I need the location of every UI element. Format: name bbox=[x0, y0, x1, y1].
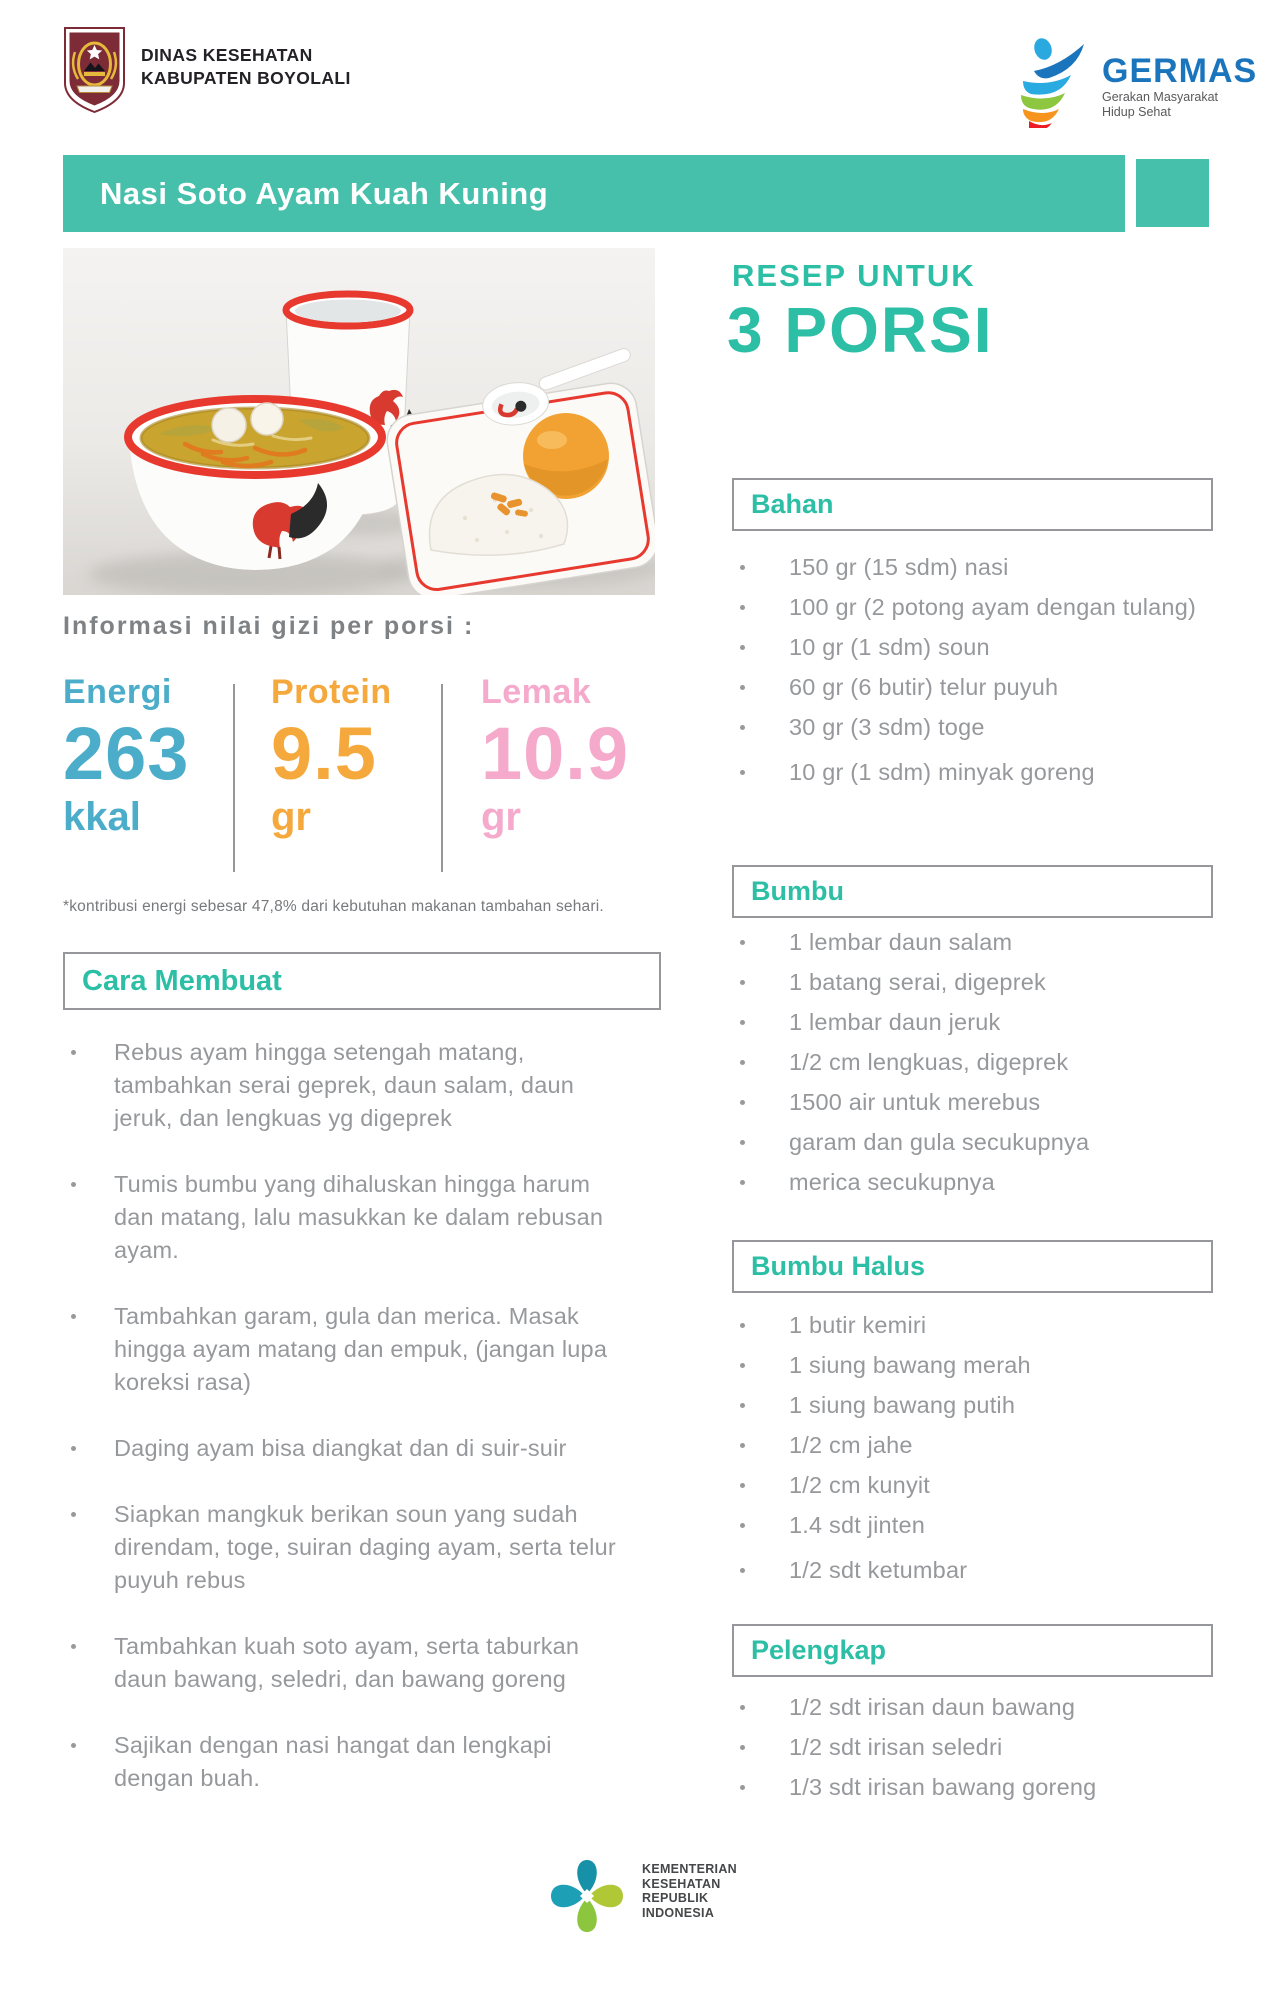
bullet-dot bbox=[740, 1443, 745, 1448]
ministry-line: KEMENTERIAN bbox=[642, 1862, 737, 1876]
ingredient-item bbox=[732, 1430, 1232, 1461]
ingredient-text: 1/2 sdt ketumbar bbox=[789, 1557, 968, 1583]
ingredient-text: 1/2 cm lengkuas, digeprek bbox=[789, 1049, 1069, 1075]
nutrition-col-energi bbox=[63, 672, 233, 872]
bullet-dot bbox=[740, 565, 745, 570]
ingredient-text: merica secukupnya bbox=[789, 1169, 995, 1195]
bullet-dot bbox=[740, 940, 745, 945]
bahan-heading: Bahan bbox=[751, 489, 834, 519]
ingredient-item bbox=[732, 592, 1232, 623]
bumbu-heading: Bumbu bbox=[751, 876, 844, 906]
step-text: Sajikan dengan nasi hangat dan lengkapi dengan buah. bbox=[114, 1732, 552, 1791]
energi-unit: kkal bbox=[63, 795, 141, 839]
step-item bbox=[63, 1300, 663, 1399]
bullet-dot bbox=[740, 1705, 745, 1710]
bullet-dot bbox=[740, 1745, 745, 1750]
lemak-label: Lemak bbox=[481, 673, 592, 711]
ingredient-text: 10 gr (1 sdm) minyak goreng bbox=[789, 759, 1095, 785]
ingredient-item bbox=[732, 1047, 1232, 1078]
step-text: Siapkan mangkuk berikan soun yang sudah direndam, toge, suiran daging ayam, serta telur puyuh rebus bbox=[114, 1501, 616, 1593]
ingredient-text: 1.4 sdt jinten bbox=[789, 1512, 926, 1538]
bullet-dot bbox=[71, 1314, 76, 1319]
agency-line2: KABUPATEN BOYOLALI bbox=[141, 68, 351, 88]
step-item bbox=[63, 1036, 663, 1135]
ingredient-item bbox=[732, 552, 1232, 583]
lemak-value: 10.9 bbox=[481, 712, 630, 795]
step-item bbox=[63, 1498, 663, 1597]
step-item bbox=[63, 1630, 663, 1696]
step-text: Daging ayam bisa diangkat dan di suir-suir bbox=[114, 1435, 567, 1461]
cara-membuat-box bbox=[63, 952, 661, 1010]
bullet-dot bbox=[740, 980, 745, 985]
ingredient-text: 10 gr (1 sdm) soun bbox=[789, 634, 990, 660]
step-text: Rebus ayam hingga setengah matang, tambahkan serai geprek, daun salam, daun jeruk, dan lengkuas yg digeprek bbox=[114, 1039, 575, 1131]
bumbu-list bbox=[732, 927, 1232, 1207]
ingredient-item bbox=[732, 632, 1232, 663]
bullet-dot bbox=[740, 605, 745, 610]
ingredient-item bbox=[732, 1390, 1232, 1421]
serving-label: RESEP UNTUK bbox=[732, 258, 976, 293]
bullet-dot bbox=[740, 1020, 745, 1025]
ingredient-item bbox=[732, 1310, 1232, 1341]
teal-accent-square bbox=[1136, 159, 1209, 227]
agency-name bbox=[141, 44, 351, 90]
ingredient-text: 150 gr (15 sdm) nasi bbox=[789, 554, 1009, 580]
step-text: Tambahkan kuah soto ayam, serta taburkan daun bawang, seledri, dan bawang goreng bbox=[114, 1633, 580, 1692]
bumbu-halus-list bbox=[732, 1310, 1232, 1595]
bahan-list bbox=[732, 552, 1232, 797]
kemenkes-logo-icon bbox=[545, 1850, 629, 1940]
bullet-dot bbox=[740, 645, 745, 650]
nutrition-col-lemak bbox=[443, 672, 629, 872]
ingredient-item bbox=[732, 967, 1232, 998]
bullet-dot bbox=[740, 1403, 745, 1408]
pelengkap-box bbox=[732, 1624, 1213, 1677]
ingredient-item bbox=[732, 1510, 1232, 1541]
step-item bbox=[63, 1432, 663, 1465]
bullet-dot bbox=[740, 1483, 745, 1488]
ingredient-item bbox=[732, 1772, 1232, 1803]
ingredient-item bbox=[732, 1555, 1232, 1586]
ingredient-text: 30 gr (3 sdm) toge bbox=[789, 714, 985, 740]
ingredient-text: 1/2 sdt irisan seledri bbox=[789, 1734, 1003, 1760]
bullet-dot bbox=[71, 1446, 76, 1451]
bumbu-halus-box bbox=[732, 1240, 1213, 1293]
bullet-dot bbox=[740, 1180, 745, 1185]
ministry-name bbox=[642, 1862, 737, 1920]
nutrition-heading: Informasi nilai gizi per porsi : bbox=[63, 612, 475, 640]
ingredient-item bbox=[732, 712, 1232, 743]
bullet-dot bbox=[740, 1140, 745, 1145]
germas-icon bbox=[1000, 36, 1100, 128]
agency-line1: DINAS KESEHATAN bbox=[141, 45, 313, 65]
ingredient-text: 1 lembar daun salam bbox=[789, 929, 1013, 955]
bumbu-halus-heading: Bumbu Halus bbox=[751, 1251, 926, 1281]
ministry-line: REPUBLIK bbox=[642, 1891, 709, 1905]
ingredient-text: 1 siung bawang putih bbox=[789, 1392, 1016, 1418]
bullet-dot bbox=[740, 685, 745, 690]
protein-label: Protein bbox=[271, 673, 392, 711]
bullet-dot bbox=[71, 1644, 76, 1649]
bullet-dot bbox=[740, 1323, 745, 1328]
ingredient-item bbox=[732, 1692, 1232, 1723]
bullet-dot bbox=[71, 1050, 76, 1055]
bullet-dot bbox=[740, 770, 745, 775]
ingredient-text: 1500 air untuk merebus bbox=[789, 1089, 1041, 1115]
bullet-dot bbox=[71, 1512, 76, 1517]
ingredient-item bbox=[732, 1087, 1232, 1118]
ingredient-item bbox=[732, 1350, 1232, 1381]
bullet-dot bbox=[71, 1182, 76, 1187]
ingredient-item bbox=[732, 672, 1232, 703]
nutrition-footnote: *kontribusi energi sebesar 47,8% dari kebutuhan makanan tambahan sehari. bbox=[63, 898, 604, 915]
step-text: Tambahkan garam, gula dan merica. Masak hingga ayam matang dan empuk, (jangan lupa koreksi rasa) bbox=[114, 1303, 608, 1395]
ingredient-text: 1/2 cm kunyit bbox=[789, 1472, 931, 1498]
ingredient-text: 1 butir kemiri bbox=[789, 1312, 927, 1338]
germas-logo bbox=[1000, 36, 1257, 128]
boyolali-crest-icon bbox=[63, 26, 126, 114]
ingredient-item bbox=[732, 1167, 1232, 1198]
protein-value: 9.5 bbox=[271, 712, 377, 795]
step-text: Tumis bumbu yang dihaluskan hingga harum dan matang, lalu masukkan ke dalam rebusan ayam. bbox=[114, 1171, 604, 1263]
ingredient-text: 1/2 sdt irisan daun bawang bbox=[789, 1694, 1076, 1720]
step-item bbox=[63, 1729, 663, 1795]
soto-ayam-photo bbox=[63, 248, 655, 595]
ministry-line: INDONESIA bbox=[642, 1905, 715, 1920]
bullet-dot bbox=[740, 1523, 745, 1528]
ingredient-item bbox=[732, 1127, 1232, 1158]
recipe-title: Nasi Soto Ayam Kuah Kuning bbox=[100, 175, 549, 211]
bullet-dot bbox=[71, 1743, 76, 1748]
serving-value: 3 PORSI bbox=[727, 294, 994, 366]
ingredient-text: 1 batang serai, digeprek bbox=[789, 969, 1046, 995]
ingredient-text: 60 gr (6 butir) telur puyuh bbox=[789, 674, 1059, 700]
cara-membuat-steps bbox=[63, 1036, 663, 1828]
recipe-title-bar bbox=[63, 155, 1125, 232]
bullet-dot bbox=[740, 725, 745, 730]
ingredient-text: 1 siung bawang merah bbox=[789, 1352, 1031, 1378]
bahan-box bbox=[732, 478, 1213, 531]
lemak-unit: gr bbox=[481, 795, 521, 839]
step-item bbox=[63, 1168, 663, 1267]
ingredient-item bbox=[732, 927, 1232, 958]
ingredient-text: 1 lembar daun jeruk bbox=[789, 1009, 1001, 1035]
bullet-dot bbox=[740, 1060, 745, 1065]
bullet-dot bbox=[740, 1568, 745, 1573]
cara-membuat-heading: Cara Membuat bbox=[82, 964, 282, 997]
bullet-dot bbox=[740, 1100, 745, 1105]
nutrition-col-protein bbox=[235, 672, 441, 872]
ingredient-text: 1/3 sdt irisan bawang goreng bbox=[789, 1774, 1097, 1800]
bumbu-box bbox=[732, 865, 1213, 918]
nutrition-panel bbox=[63, 672, 663, 872]
bullet-dot bbox=[740, 1363, 745, 1368]
pelengkap-list bbox=[732, 1692, 1232, 1812]
ingredient-text: 1/2 cm jahe bbox=[789, 1432, 913, 1458]
energi-value: 263 bbox=[63, 712, 190, 795]
germas-wordmark: GERMAS bbox=[1102, 52, 1258, 90]
ingredient-item bbox=[732, 1007, 1232, 1038]
ingredient-text: garam dan gula secukupnya bbox=[789, 1129, 1090, 1155]
ingredient-item bbox=[732, 1470, 1232, 1501]
bullet-dot bbox=[740, 1785, 745, 1790]
ingredient-text: 100 gr (2 potong ayam dengan tulang) bbox=[789, 594, 1196, 620]
pelengkap-heading: Pelengkap bbox=[751, 1635, 887, 1665]
ministry-line: KESEHATAN bbox=[642, 1876, 721, 1891]
protein-unit: gr bbox=[271, 795, 311, 839]
germas-tagline: Gerakan Masyarakat Hidup Sehat bbox=[1102, 90, 1219, 119]
ingredient-item bbox=[732, 1732, 1232, 1763]
ingredient-item bbox=[732, 757, 1232, 788]
energi-label: Energi bbox=[63, 673, 172, 711]
